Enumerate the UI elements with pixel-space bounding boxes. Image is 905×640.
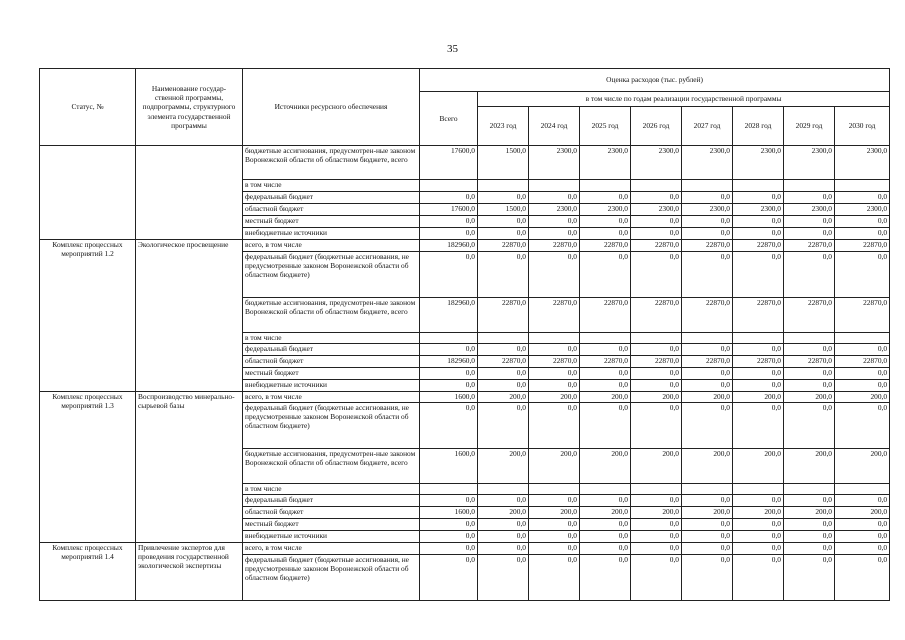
- total-cell: 0,0: [420, 531, 478, 543]
- year-value-cell: 0,0: [580, 216, 631, 228]
- year-value-cell: 0,0: [529, 252, 580, 298]
- total-cell: 17600,0: [420, 204, 478, 216]
- year-value-cell: 200,0: [529, 392, 580, 403]
- year-value-cell: 200,0: [580, 449, 631, 484]
- year-value-cell: 0,0: [478, 252, 529, 298]
- source-cell: всего, в том числе: [243, 543, 420, 555]
- total-cell: 0,0: [420, 543, 478, 555]
- year-value-cell: [835, 333, 890, 344]
- year-value-cell: 0,0: [478, 228, 529, 240]
- year-value-cell: 22870,0: [733, 356, 784, 368]
- status-cell: Комплекс процессных мероприятий 1.2: [40, 240, 136, 392]
- source-cell: федеральный бюджет: [243, 192, 420, 204]
- year-value-cell: 22870,0: [835, 240, 890, 252]
- year-value-cell: 2300,0: [529, 204, 580, 216]
- table-row: [40, 543, 890, 555]
- header-total: Всего: [420, 92, 478, 146]
- total-cell: 0,0: [420, 216, 478, 228]
- year-value-cell: 0,0: [631, 192, 682, 204]
- source-cell: федеральный бюджет: [243, 495, 420, 507]
- year-value-cell: 0,0: [784, 368, 835, 380]
- year-value-cell: 2300,0: [631, 204, 682, 216]
- year-value-cell: [529, 180, 580, 192]
- year-value-cell: 0,0: [580, 192, 631, 204]
- year-value-cell: 0,0: [580, 228, 631, 240]
- table-row: [40, 392, 890, 403]
- year-value-cell: 0,0: [631, 228, 682, 240]
- year-value-cell: 0,0: [529, 519, 580, 531]
- year-value-cell: 200,0: [835, 449, 890, 484]
- year-value-cell: 2300,0: [580, 204, 631, 216]
- year-value-cell: 0,0: [580, 380, 631, 392]
- year-value-cell: 0,0: [529, 368, 580, 380]
- year-value-cell: 1500,0: [478, 146, 529, 180]
- source-cell: бюджетные ассигнования, предусмотрен-ные законом Воронежской области об областном бюджете, всего: [243, 298, 420, 333]
- year-value-cell: 0,0: [682, 192, 733, 204]
- year-value-cell: 0,0: [784, 531, 835, 543]
- year-value-cell: [580, 180, 631, 192]
- year-value-cell: 0,0: [580, 252, 631, 298]
- total-cell: [420, 333, 478, 344]
- year-value-cell: [784, 484, 835, 495]
- year-value-cell: 0,0: [835, 192, 890, 204]
- total-cell: [420, 484, 478, 495]
- name-cell: [136, 146, 243, 240]
- total-cell: 0,0: [420, 192, 478, 204]
- year-value-cell: 200,0: [580, 507, 631, 519]
- year-value-cell: [529, 333, 580, 344]
- year-value-cell: 0,0: [478, 216, 529, 228]
- year-value-cell: 0,0: [529, 531, 580, 543]
- year-value-cell: 0,0: [733, 531, 784, 543]
- year-value-cell: 2300,0: [682, 204, 733, 216]
- header-year: 2026 год: [631, 107, 682, 146]
- year-value-cell: 0,0: [784, 252, 835, 298]
- source-cell: федеральный бюджет (бюджетные ассигнования, не предусмотренные законом Воронежской области об областном бюджете): [243, 252, 420, 298]
- year-value-cell: 22870,0: [631, 240, 682, 252]
- year-value-cell: 0,0: [784, 519, 835, 531]
- total-cell: 182960,0: [420, 298, 478, 333]
- year-value-cell: 0,0: [580, 531, 631, 543]
- year-value-cell: 0,0: [835, 252, 890, 298]
- header-year: 2029 год: [784, 107, 835, 146]
- year-value-cell: 0,0: [529, 555, 580, 601]
- year-value-cell: [478, 180, 529, 192]
- year-value-cell: 0,0: [631, 403, 682, 449]
- header-year: 2030 год: [835, 107, 890, 146]
- year-value-cell: 200,0: [784, 392, 835, 403]
- table-row: [40, 146, 890, 180]
- year-value-cell: 22870,0: [631, 298, 682, 333]
- year-value-cell: 2300,0: [580, 146, 631, 180]
- total-cell: 182960,0: [420, 356, 478, 368]
- header-year: 2025 год: [580, 107, 631, 146]
- year-value-cell: 200,0: [631, 507, 682, 519]
- year-value-cell: 0,0: [580, 368, 631, 380]
- total-cell: 0,0: [420, 495, 478, 507]
- year-value-cell: 22870,0: [682, 240, 733, 252]
- header-year: 2028 год: [733, 107, 784, 146]
- source-cell: местный бюджет: [243, 519, 420, 531]
- year-value-cell: 22870,0: [682, 298, 733, 333]
- year-value-cell: 0,0: [733, 495, 784, 507]
- year-value-cell: 0,0: [682, 543, 733, 555]
- year-value-cell: 2300,0: [682, 146, 733, 180]
- header-year: 2027 год: [682, 107, 733, 146]
- header-status: Статус, №: [40, 69, 136, 146]
- year-value-cell: 200,0: [835, 507, 890, 519]
- source-cell: бюджетные ассигнования, предусмотрен-ные законом Воронежской области об областном бюджете, всего: [243, 449, 420, 484]
- year-value-cell: [733, 484, 784, 495]
- year-value-cell: 0,0: [733, 192, 784, 204]
- total-cell: 17600,0: [420, 146, 478, 180]
- year-value-cell: [631, 180, 682, 192]
- year-value-cell: 0,0: [529, 344, 580, 356]
- year-value-cell: 0,0: [682, 368, 733, 380]
- source-cell: внебюджетные источники: [243, 228, 420, 240]
- year-value-cell: 0,0: [682, 403, 733, 449]
- year-value-cell: 0,0: [784, 495, 835, 507]
- source-cell: областной бюджет: [243, 204, 420, 216]
- source-cell: в том числе: [243, 333, 420, 344]
- total-cell: 182960,0: [420, 240, 478, 252]
- year-value-cell: 22870,0: [529, 298, 580, 333]
- status-cell: Комплекс процессных мероприятий 1.3: [40, 392, 136, 543]
- year-value-cell: [784, 180, 835, 192]
- header-year: 2023 год: [478, 107, 529, 146]
- year-value-cell: [682, 484, 733, 495]
- total-cell: 1600,0: [420, 449, 478, 484]
- year-value-cell: 0,0: [529, 543, 580, 555]
- year-value-cell: 0,0: [529, 495, 580, 507]
- year-value-cell: 0,0: [529, 380, 580, 392]
- year-value-cell: 0,0: [631, 531, 682, 543]
- year-value-cell: 0,0: [733, 344, 784, 356]
- year-value-cell: 1500,0: [478, 204, 529, 216]
- year-value-cell: 0,0: [733, 403, 784, 449]
- source-cell: бюджетные ассигнования, предусмотрен-ные законом Воронежской области об областном бюджете, всего: [243, 146, 420, 180]
- year-value-cell: 0,0: [580, 344, 631, 356]
- total-cell: 0,0: [420, 519, 478, 531]
- year-value-cell: [835, 484, 890, 495]
- year-value-cell: 0,0: [784, 192, 835, 204]
- year-value-cell: 0,0: [835, 368, 890, 380]
- year-value-cell: 0,0: [733, 380, 784, 392]
- year-value-cell: 0,0: [529, 228, 580, 240]
- source-cell: всего, в том числе: [243, 240, 420, 252]
- source-cell: внебюджетные источники: [243, 531, 420, 543]
- source-cell: внебюджетные источники: [243, 380, 420, 392]
- year-value-cell: 0,0: [478, 368, 529, 380]
- year-value-cell: [835, 180, 890, 192]
- year-value-cell: 0,0: [835, 495, 890, 507]
- total-cell: 0,0: [420, 228, 478, 240]
- year-value-cell: 0,0: [835, 403, 890, 449]
- year-value-cell: 0,0: [580, 519, 631, 531]
- year-value-cell: 0,0: [733, 519, 784, 531]
- year-value-cell: 0,0: [682, 495, 733, 507]
- year-value-cell: 2300,0: [835, 204, 890, 216]
- year-value-cell: 0,0: [580, 403, 631, 449]
- year-value-cell: [784, 333, 835, 344]
- name-cell: Воспроизводство минерально-сырьевой базы: [136, 392, 243, 543]
- year-value-cell: 0,0: [580, 555, 631, 601]
- page-number: 35: [447, 43, 458, 55]
- year-value-cell: 0,0: [682, 344, 733, 356]
- year-value-cell: 200,0: [478, 449, 529, 484]
- year-value-cell: 22870,0: [682, 356, 733, 368]
- header-by-years: в том числе по годам реализации государственной программы: [478, 92, 890, 107]
- source-cell: в том числе: [243, 484, 420, 495]
- year-value-cell: 0,0: [631, 519, 682, 531]
- year-value-cell: 0,0: [784, 344, 835, 356]
- total-cell: 0,0: [420, 368, 478, 380]
- year-value-cell: [478, 333, 529, 344]
- year-value-cell: 0,0: [478, 380, 529, 392]
- year-value-cell: 200,0: [835, 392, 890, 403]
- year-value-cell: 22870,0: [784, 356, 835, 368]
- status-cell: Комплекс процессных мероприятий 1.4: [40, 543, 136, 601]
- year-value-cell: [580, 484, 631, 495]
- year-value-cell: 22870,0: [580, 356, 631, 368]
- year-value-cell: 200,0: [478, 507, 529, 519]
- year-value-cell: 0,0: [631, 543, 682, 555]
- year-value-cell: [733, 333, 784, 344]
- year-value-cell: 0,0: [784, 216, 835, 228]
- year-value-cell: [682, 333, 733, 344]
- year-value-cell: 2300,0: [529, 146, 580, 180]
- year-value-cell: 0,0: [784, 543, 835, 555]
- year-value-cell: 0,0: [478, 344, 529, 356]
- total-cell: 0,0: [420, 555, 478, 601]
- year-value-cell: 22870,0: [529, 356, 580, 368]
- year-value-cell: 200,0: [784, 507, 835, 519]
- total-cell: 1600,0: [420, 392, 478, 403]
- year-value-cell: 0,0: [784, 555, 835, 601]
- year-value-cell: [733, 180, 784, 192]
- total-cell: 0,0: [420, 380, 478, 392]
- year-value-cell: [478, 484, 529, 495]
- year-value-cell: 0,0: [784, 403, 835, 449]
- year-value-cell: 0,0: [478, 555, 529, 601]
- year-value-cell: 200,0: [631, 392, 682, 403]
- header-name: Наименование государ-ственной программы, подпрограммы, структурного элемента государственной программы: [136, 69, 243, 146]
- year-value-cell: 22870,0: [835, 298, 890, 333]
- total-cell: 1600,0: [420, 507, 478, 519]
- year-value-cell: 200,0: [631, 449, 682, 484]
- name-cell: Привлечение экспертов для проведения государственной экологической экспертизы: [136, 543, 243, 601]
- year-value-cell: 0,0: [682, 228, 733, 240]
- year-value-cell: 0,0: [631, 216, 682, 228]
- source-cell: областной бюджет: [243, 507, 420, 519]
- total-cell: 0,0: [420, 403, 478, 449]
- header-sources: Источники ресурсного обеспечения: [243, 69, 420, 146]
- year-value-cell: 0,0: [682, 252, 733, 298]
- year-value-cell: 0,0: [682, 380, 733, 392]
- year-value-cell: 200,0: [682, 449, 733, 484]
- source-cell: федеральный бюджет: [243, 344, 420, 356]
- year-value-cell: 22870,0: [478, 298, 529, 333]
- year-value-cell: 200,0: [784, 449, 835, 484]
- year-value-cell: 200,0: [529, 507, 580, 519]
- year-value-cell: 0,0: [529, 216, 580, 228]
- year-value-cell: 0,0: [478, 531, 529, 543]
- year-value-cell: 200,0: [733, 507, 784, 519]
- year-value-cell: 200,0: [682, 507, 733, 519]
- year-value-cell: 0,0: [478, 403, 529, 449]
- year-value-cell: 0,0: [835, 380, 890, 392]
- source-cell: федеральный бюджет (бюджетные ассигнования, не предусмотренные законом Воронежской области об областном бюджете): [243, 403, 420, 449]
- year-value-cell: 200,0: [580, 392, 631, 403]
- year-value-cell: 22870,0: [478, 240, 529, 252]
- year-value-cell: 0,0: [733, 228, 784, 240]
- year-value-cell: 0,0: [733, 216, 784, 228]
- year-value-cell: 0,0: [529, 192, 580, 204]
- year-value-cell: 0,0: [733, 543, 784, 555]
- year-value-cell: 22870,0: [784, 298, 835, 333]
- year-value-cell: 0,0: [835, 519, 890, 531]
- year-value-cell: 2300,0: [631, 146, 682, 180]
- name-cell: Экологическое просвещение: [136, 240, 243, 392]
- total-cell: [420, 180, 478, 192]
- year-value-cell: 0,0: [682, 531, 733, 543]
- year-value-cell: 0,0: [478, 519, 529, 531]
- year-value-cell: 22870,0: [580, 240, 631, 252]
- year-value-cell: 0,0: [478, 543, 529, 555]
- year-value-cell: 22870,0: [478, 356, 529, 368]
- year-value-cell: 0,0: [733, 252, 784, 298]
- year-value-cell: 0,0: [682, 216, 733, 228]
- year-value-cell: 0,0: [580, 495, 631, 507]
- source-cell: федеральный бюджет (бюджетные ассигнования, не предусмотренные законом Воронежской области об областном бюджете): [243, 555, 420, 601]
- year-value-cell: 0,0: [631, 368, 682, 380]
- year-value-cell: 0,0: [784, 380, 835, 392]
- year-value-cell: 2300,0: [784, 204, 835, 216]
- source-cell: областной бюджет: [243, 356, 420, 368]
- source-cell: в том числе: [243, 180, 420, 192]
- year-value-cell: 22870,0: [784, 240, 835, 252]
- year-value-cell: 0,0: [835, 216, 890, 228]
- status-cell: [40, 146, 136, 240]
- year-value-cell: 2300,0: [784, 146, 835, 180]
- year-value-cell: 200,0: [733, 449, 784, 484]
- year-value-cell: 0,0: [478, 495, 529, 507]
- table-row: [40, 240, 890, 252]
- year-value-cell: 0,0: [631, 380, 682, 392]
- total-cell: 0,0: [420, 344, 478, 356]
- year-value-cell: 2300,0: [835, 146, 890, 180]
- year-value-cell: [580, 333, 631, 344]
- source-cell: всего, в том числе: [243, 392, 420, 403]
- year-value-cell: 0,0: [631, 555, 682, 601]
- year-value-cell: 2300,0: [733, 146, 784, 180]
- year-value-cell: [682, 180, 733, 192]
- year-value-cell: 0,0: [478, 192, 529, 204]
- year-value-cell: 0,0: [682, 519, 733, 531]
- year-value-cell: [529, 484, 580, 495]
- year-value-cell: [631, 484, 682, 495]
- year-value-cell: 0,0: [835, 555, 890, 601]
- header-year: 2024 год: [529, 107, 580, 146]
- year-value-cell: 200,0: [478, 392, 529, 403]
- year-value-cell: 0,0: [784, 228, 835, 240]
- total-cell: 0,0: [420, 252, 478, 298]
- year-value-cell: 200,0: [529, 449, 580, 484]
- year-value-cell: 22870,0: [529, 240, 580, 252]
- year-value-cell: 0,0: [733, 555, 784, 601]
- year-value-cell: [631, 333, 682, 344]
- year-value-cell: 22870,0: [835, 356, 890, 368]
- year-value-cell: 22870,0: [733, 298, 784, 333]
- year-value-cell: 0,0: [631, 252, 682, 298]
- year-value-cell: 0,0: [835, 531, 890, 543]
- source-cell: местный бюджет: [243, 216, 420, 228]
- year-value-cell: 22870,0: [580, 298, 631, 333]
- year-value-cell: 0,0: [835, 228, 890, 240]
- year-value-cell: 0,0: [682, 555, 733, 601]
- year-value-cell: 22870,0: [733, 240, 784, 252]
- year-value-cell: 200,0: [733, 392, 784, 403]
- year-value-cell: 0,0: [580, 543, 631, 555]
- year-value-cell: 200,0: [682, 392, 733, 403]
- year-value-cell: 0,0: [835, 344, 890, 356]
- year-value-cell: 0,0: [631, 495, 682, 507]
- year-value-cell: 0,0: [733, 368, 784, 380]
- year-value-cell: 0,0: [835, 543, 890, 555]
- year-value-cell: 22870,0: [631, 356, 682, 368]
- source-cell: местный бюджет: [243, 368, 420, 380]
- header-estimate: Оценка расходов (тыс. рублей): [420, 69, 890, 92]
- year-value-cell: 0,0: [529, 403, 580, 449]
- year-value-cell: 2300,0: [733, 204, 784, 216]
- year-value-cell: 0,0: [631, 344, 682, 356]
- budget-table: [39, 68, 890, 601]
